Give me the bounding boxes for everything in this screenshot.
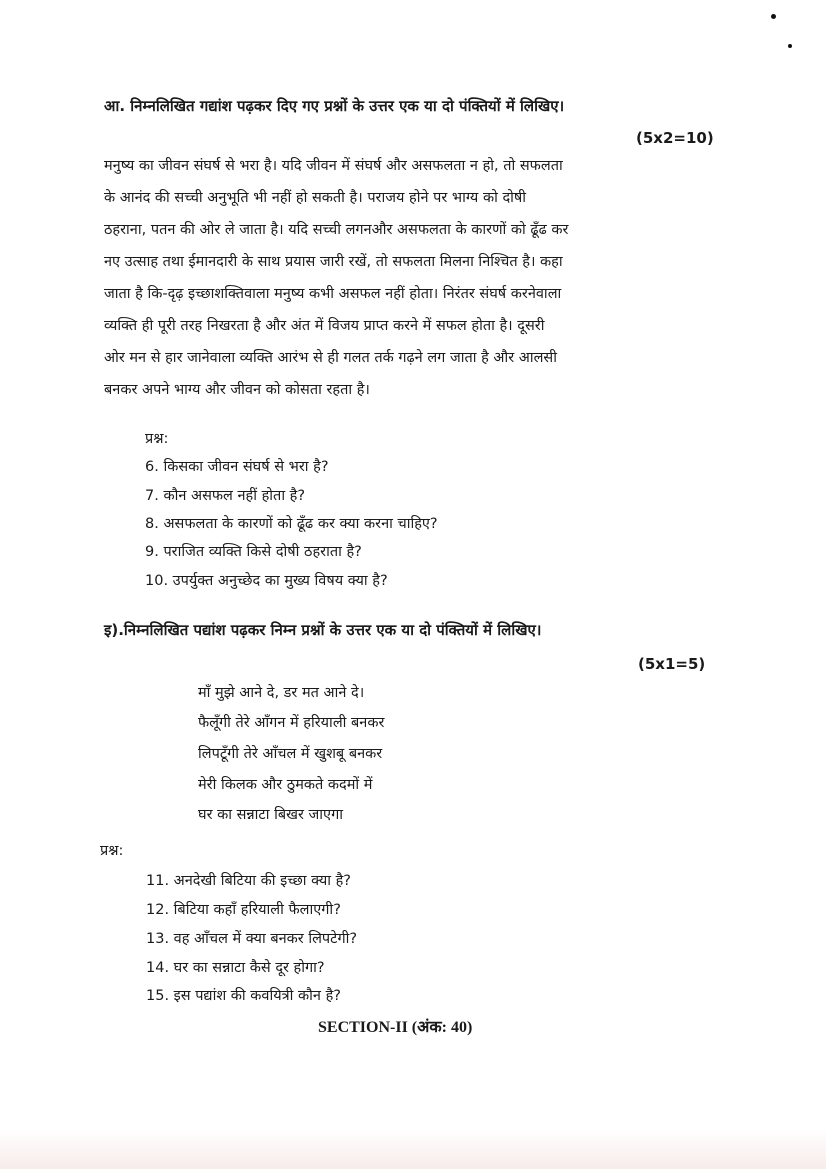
passage-line: जाता है कि-दृढ़ इच्छाशक्तिवाला मनुष्य कभी असफल नहीं होता। निरंतर संघर्ष करनेवाला [104,286,562,302]
section-b-questions-label: प्रश्न: [100,843,124,859]
passage-line: बनकर अपने भाग्य और जीवन को कोसता रहता है। [104,382,370,398]
section-ii-title: SECTION-II (अंक: 40) [318,1019,473,1036]
passage-line: मनुष्य का जीवन संघर्ष से भरा है। यदि जीवन में संघर्ष और असफलता न हो, तो सफलता [104,158,563,174]
question-7: 7. कौन असफल नहीं होता है? [145,488,306,504]
question-11: 11. अनदेखी बिटिया की इच्छा क्या है? [146,873,352,889]
passage-line: के आनंद की सच्ची अनुभूति भी नहीं हो सकती है। पराजय होने पर भाग्य को दोषी [104,190,527,206]
question-10: 10. उपर्युक्त अनुच्छेद का मुख्य विषय क्या है? [145,573,388,589]
passage-line: ठहराना, पतन की ओर ले जाता है। यदि सच्ची लगनऔर असफलता के कारणों को ढूँढ कर [104,222,569,238]
poem-line: लिपटूँगी तेरे आँचल में खुशबू बनकर [198,746,383,762]
poem-line: मेरी किलक और ठुमकते कदमों में [198,777,373,793]
scan-speck [771,14,776,19]
section-b-marks: (5x1=5) [638,655,706,673]
scan-speck [788,44,792,48]
scan-edge [0,1129,826,1169]
question-9: 9. पराजित व्यक्ति किसे दोषी ठहराता है? [145,544,362,560]
question-14: 14. घर का सन्नाटा कैसे दूर होगा? [146,960,325,976]
passage [104,150,568,406]
question-15: 15. इस पद्यांश की कवयित्री कौन है? [146,988,341,1004]
section-b-heading: इ).निम्नलिखित पद्यांश पढ़कर निम्न प्रश्नों के उत्तर एक या दो पंक्तियों में लिखिए। [104,621,542,639]
poem-line: घर का सन्नाटा बिखर जाएगा [198,807,343,823]
question-12: 12. बिटिया कहाँ हरियाली फैलाएगी? [146,902,341,918]
poem-line: फैलूँगी तेरे आँगन में हरियाली बनकर [198,715,385,731]
section-a-marks: (5x2=10) [636,129,714,147]
section-a-heading: आ. निम्नलिखित गद्यांश पढ़कर दिए गए प्रश्नों के उत्तर एक या दो पंक्तियों में लिखिए। [104,97,565,115]
passage-line: व्यक्ति ही पूरी तरह निखरता है और अंत में विजय प्राप्त करने में सफल होता है। दूसरी [104,318,545,334]
question-13: 13. वह आँचल में क्या बनकर लिपटेगी? [146,931,358,947]
passage-line: ओर मन से हार जानेवाला व्यक्ति आरंभ से ही गलत तर्क गढ़ने लग जाता है और आलसी [104,350,557,366]
poem-line: माँ मुझे आने दे, डर मत आने दे। [198,685,365,701]
question-6: 6. किसका जीवन संघर्ष से भरा है? [145,459,329,475]
question-8: 8. असफलता के कारणों को ढूँढ कर क्या करना चाहिए? [145,516,438,532]
section-a-questions-label: प्रश्न: [145,431,169,447]
passage-line: नए उत्साह तथा ईमानदारी के साथ प्रयास जारी रखें, तो सफलता मिलना निश्चित है। कहा [104,254,563,270]
